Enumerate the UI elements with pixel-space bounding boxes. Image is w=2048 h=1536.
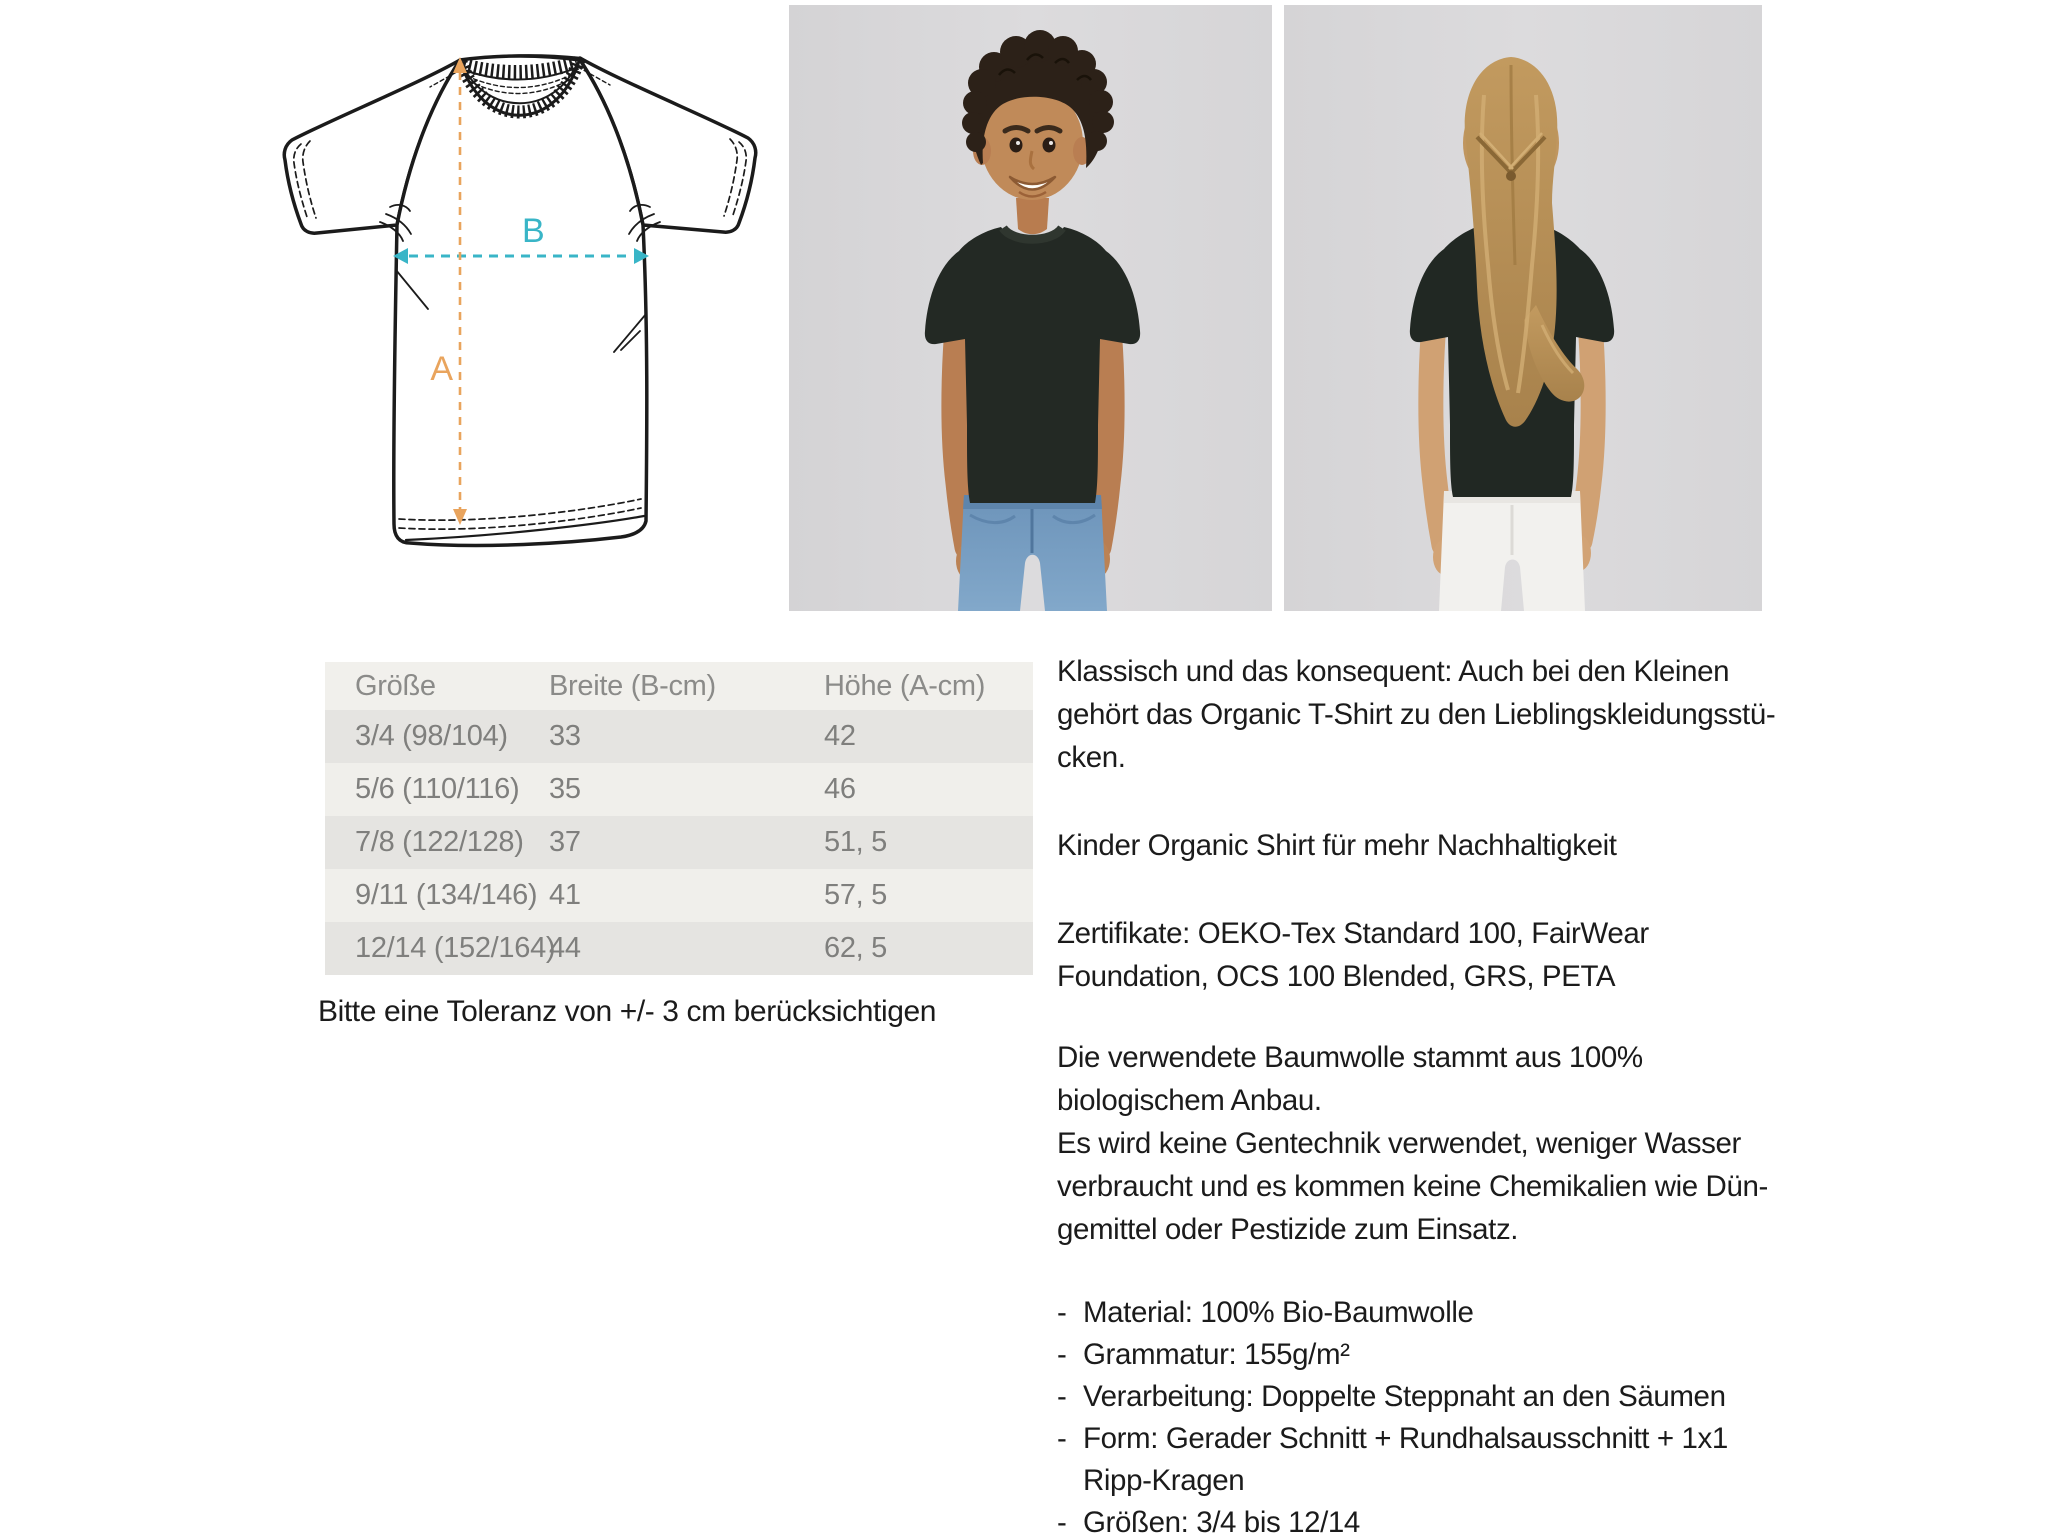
description-line: Klassisch und das konsequent: Auch bei den Kleinen <box>1057 655 1730 688</box>
description-line: gehört das Organic T-Shirt zu den Lieblingskleidungsstü- <box>1057 698 1776 731</box>
size-cell: 9/11 (134/146) <box>355 879 538 911</box>
bullet-marker: - <box>1057 1422 1067 1455</box>
width-cell: 44 <box>549 932 581 964</box>
photo-back-view <box>1284 4 1762 612</box>
size-cell: 3/4 (98/104) <box>355 720 508 752</box>
description-line: verbraucht und es kommen keine Chemikalien wie Dün- <box>1057 1170 1768 1203</box>
feature-list <box>1057 1292 1857 1536</box>
description-line: Es wird keine Gentechnik verwendet, weniger Wasser <box>1057 1127 1741 1160</box>
description-line: Foundation, OCS 100 Blended, GRS, PETA <box>1057 960 1616 993</box>
size-table-header-breite: Breite (B-cm) <box>549 669 716 702</box>
list-item <box>1057 1502 1857 1536</box>
tshirt-sketch <box>270 28 810 593</box>
table-row <box>325 710 1033 763</box>
measure-b-label: B <box>522 212 545 250</box>
table-row <box>325 816 1033 869</box>
description-paragraph-1 <box>1057 650 1857 779</box>
bullet-text: Verarbeitung: Doppelte Steppnaht an den Säumen <box>1083 1380 1726 1413</box>
tshirt-measurement-diagram <box>270 28 810 593</box>
girl-back-illustration <box>1284 4 1762 612</box>
bullet-text: Form: Gerader Schnitt + Rundhalsausschnitt + 1x1 <box>1083 1422 1728 1455</box>
size-cell: 5/6 (110/116) <box>355 773 520 805</box>
description-paragraph-4 <box>1057 1036 1857 1251</box>
width-cell: 37 <box>549 826 581 858</box>
description-line: biologischem Anbau. <box>1057 1084 1322 1117</box>
boy-front-illustration <box>789 4 1272 612</box>
list-item-continuation <box>1057 1460 1857 1502</box>
size-table <box>325 662 1033 975</box>
description-line: Kinder Organic Shirt für mehr Nachhaltigkeit <box>1057 829 1617 862</box>
tolerance-note: Bitte eine Toleranz von +/- 3 cm berücksichtigen <box>318 995 937 1028</box>
description-line: cken. <box>1057 741 1126 774</box>
table-row <box>325 869 1033 922</box>
height-cell: 57, 5 <box>824 879 887 911</box>
width-cell: 35 <box>549 773 581 805</box>
measure-a-label: A <box>430 350 453 388</box>
bullet-marker: - <box>1057 1506 1067 1536</box>
list-item <box>1057 1418 1857 1460</box>
bullet-text: Material: 100% Bio-Baumwolle <box>1083 1296 1474 1329</box>
table-row <box>325 922 1033 975</box>
photo-front-view <box>789 4 1272 612</box>
bullet-text: Grammatur: 155g/m² <box>1083 1338 1350 1371</box>
size-table-header-groesse: Größe <box>355 669 436 702</box>
description-line: Zertifikate: OEKO-Tex Standard 100, FairWear <box>1057 917 1649 950</box>
list-item <box>1057 1292 1857 1334</box>
width-cell: 41 <box>549 879 581 911</box>
height-cell: 46 <box>824 773 856 805</box>
size-cell: 12/14 (152/164) <box>355 932 556 964</box>
bullet-marker <box>1057 1460 1083 1502</box>
list-item <box>1057 1334 1857 1376</box>
bullet-text: Ripp-Kragen <box>1083 1464 1245 1497</box>
height-cell: 51, 5 <box>824 826 887 858</box>
description-paragraph-2 <box>1057 824 1857 867</box>
bullet-text: Größen: 3/4 bis 12/14 <box>1083 1506 1360 1536</box>
size-table-header-hoehe: Höhe (A-cm) <box>824 669 986 702</box>
bullet-marker: - <box>1057 1380 1067 1413</box>
size-cell: 7/8 (122/128) <box>355 826 524 858</box>
product-description <box>1057 650 1857 1536</box>
description-paragraph-3 <box>1057 912 1857 998</box>
width-cell: 33 <box>549 720 581 752</box>
description-line: Die verwendete Baumwolle stammt aus 100% <box>1057 1041 1643 1074</box>
table-row <box>325 763 1033 816</box>
list-item <box>1057 1376 1857 1418</box>
bullet-marker: - <box>1057 1338 1067 1371</box>
description-line: gemittel oder Pestizide zum Einsatz. <box>1057 1213 1519 1246</box>
size-table-header <box>325 662 1033 710</box>
height-cell: 62, 5 <box>824 932 887 964</box>
bullet-marker: - <box>1057 1296 1067 1329</box>
height-cell: 42 <box>824 720 856 752</box>
